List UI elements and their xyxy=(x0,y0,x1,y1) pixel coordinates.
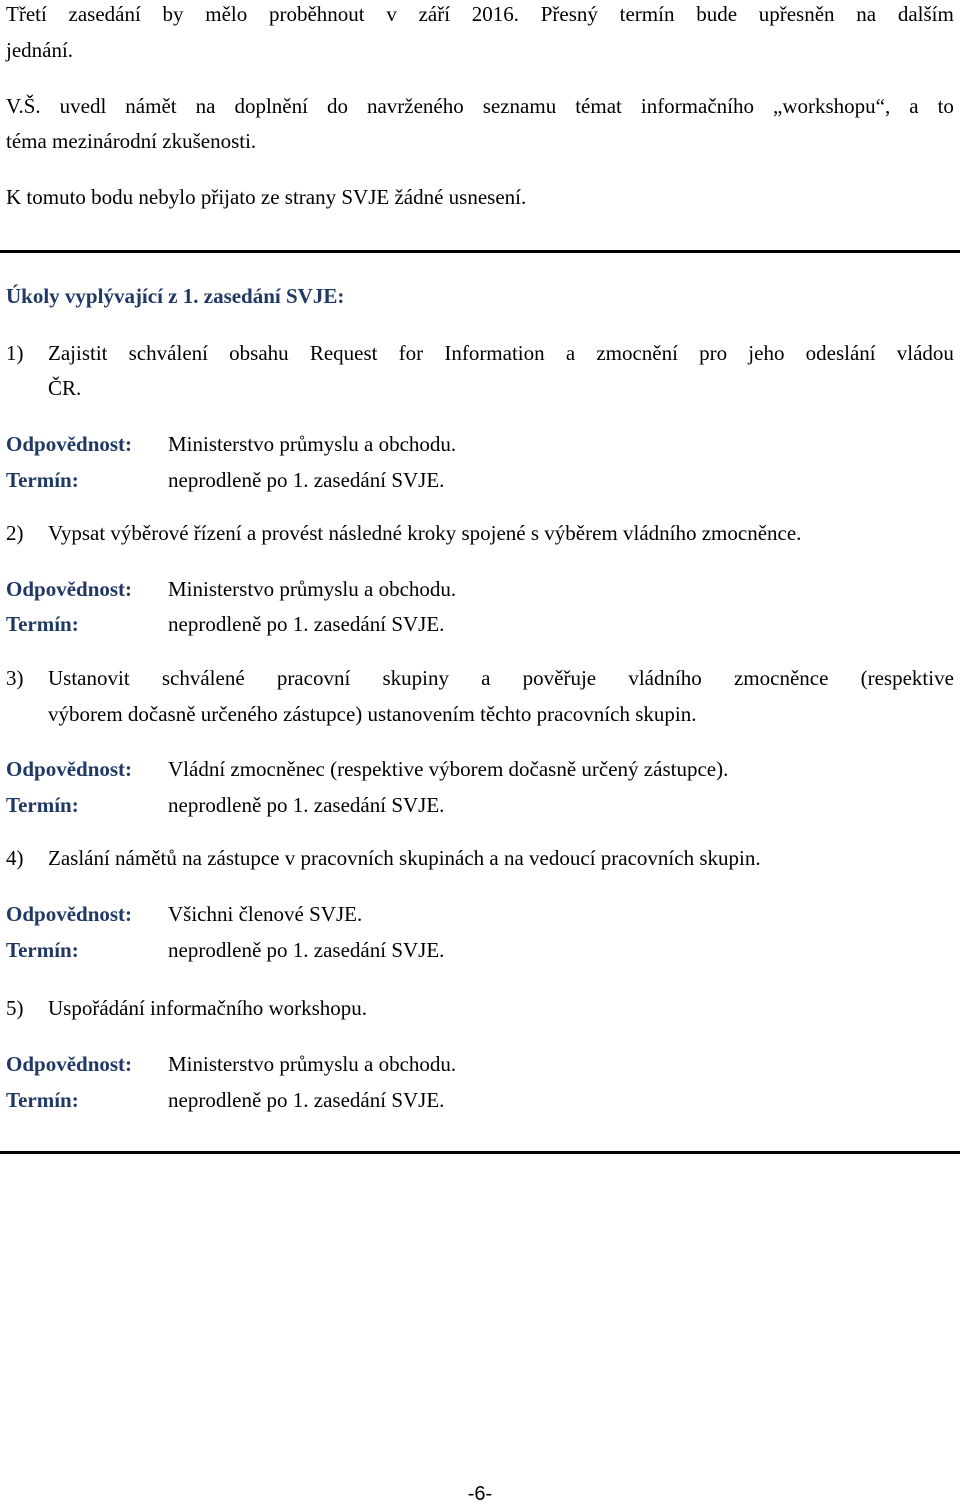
intro-paragraph-2-word: V.Š. xyxy=(6,94,41,118)
task-1-word: zmocnění xyxy=(596,341,678,365)
intro-paragraph-1-word: 2016. xyxy=(471,2,520,26)
top-divider xyxy=(0,250,960,253)
task-1-word: odeslání xyxy=(805,341,876,365)
intro-paragraph-1-word: Přesný xyxy=(540,2,598,26)
task-3-number: 3) xyxy=(6,666,24,690)
task-2-deadline: neprodleně po 1. zasedání SVJE. xyxy=(168,612,445,636)
task-3-word: vládního xyxy=(628,666,702,690)
task-1-text-line-1 xyxy=(48,341,954,366)
task-1-word: a xyxy=(565,341,576,365)
intro-paragraph-2-word: námět xyxy=(125,94,177,118)
intro-paragraph-1-word: bude xyxy=(696,2,738,26)
task-1-word: Information xyxy=(444,341,545,365)
intro-paragraph-2-word: doplnění xyxy=(234,94,308,118)
intro-paragraph-2-word: na xyxy=(195,94,216,118)
task-1-word: pro xyxy=(699,341,728,365)
task-1-text-line-2: ČR. xyxy=(48,376,82,400)
intro-paragraph-1-word: proběhnout xyxy=(268,2,365,26)
task-3-word: zmocněnce xyxy=(733,666,829,690)
task-1-word: Request xyxy=(309,341,378,365)
task-1-word: schválení xyxy=(128,341,208,365)
task-3-deadline-label: Termín: xyxy=(6,793,79,817)
task-2-responsibility-label: Odpovědnost: xyxy=(6,577,133,601)
intro-paragraph-1-word: dalším xyxy=(897,2,954,26)
intro-paragraph-2-word: a xyxy=(909,94,919,118)
intro-paragraph-1-word: zasedání xyxy=(68,2,141,26)
task-3-responsibility: Vládní zmocněnec (respektive výborem dočasně určený zástupce). xyxy=(168,757,729,781)
task-1-responsibility: Ministerstvo průmyslu a obchodu. xyxy=(168,432,457,456)
task-2-deadline-label: Termín: xyxy=(6,612,79,636)
task-2-responsibility: Ministerstvo průmyslu a obchodu. xyxy=(168,577,457,601)
task-1-responsibility-label: Odpovědnost: xyxy=(6,432,133,456)
intro-paragraph-1-word: upřesněn xyxy=(758,2,835,26)
task-5-responsibility-label: Odpovědnost: xyxy=(6,1052,133,1076)
task-4-responsibility-label: Odpovědnost: xyxy=(6,902,133,926)
task-1-deadline: neprodleně po 1. zasedání SVJE. xyxy=(168,468,445,492)
intro-paragraph-2-word: uvedl xyxy=(59,94,107,118)
intro-paragraph-1-word: v xyxy=(386,2,397,26)
task-1-word: Zajistit xyxy=(48,341,108,365)
task-3-word: pověřuje xyxy=(522,666,597,690)
task-3-word: skupiny xyxy=(382,666,449,690)
task-1-deadline-label: Termín: xyxy=(6,468,79,492)
task-3-word: Ustanovit xyxy=(48,666,130,690)
task-3-responsibility-label: Odpovědnost: xyxy=(6,757,133,781)
intro-paragraph-1-word: by xyxy=(162,2,184,26)
task-5-responsibility: Ministerstvo průmyslu a obchodu. xyxy=(168,1052,457,1076)
tasks-heading: Úkoly vyplývající z 1. zasedání SVJE: xyxy=(6,284,345,308)
intro-paragraph-2-word: do xyxy=(326,94,348,118)
intro-paragraph-1-word: září xyxy=(418,2,451,26)
intro-paragraph-1-line-2: jednání. xyxy=(6,38,74,62)
task-2-number: 2) xyxy=(6,521,24,545)
intro-paragraph-2-word: navrženého xyxy=(366,94,464,118)
task-3-word: schválené xyxy=(161,666,245,690)
intro-paragraph-1-word: na xyxy=(856,2,877,26)
task-4-responsibility: Všichni členové SVJE. xyxy=(168,902,363,926)
intro-paragraph-1-word: termín xyxy=(619,2,675,26)
intro-paragraph-1-word: Třetí xyxy=(6,2,47,26)
intro-paragraph-2-word: témat xyxy=(575,94,622,118)
task-5-text-line-1: Uspořádání informačního workshopu. xyxy=(48,996,368,1020)
intro-paragraph-2-word: to xyxy=(937,94,954,118)
task-3-deadline: neprodleně po 1. zasedání SVJE. xyxy=(168,793,445,817)
task-4-deadline-label: Termín: xyxy=(6,938,79,962)
task-5-deadline-label: Termín: xyxy=(6,1088,79,1112)
task-4-number: 4) xyxy=(6,846,24,870)
intro-paragraph-1-word: mělo xyxy=(205,2,248,26)
intro-paragraph-2-line-2: téma mezinárodní zkušenosti. xyxy=(6,129,257,153)
task-3-word: pracovní xyxy=(276,666,351,690)
bottom-divider xyxy=(0,1151,960,1154)
task-1-number: 1) xyxy=(6,341,24,365)
task-4-deadline: neprodleně po 1. zasedání SVJE. xyxy=(168,938,445,962)
page-number: -6- xyxy=(467,1483,493,1505)
task-1-word: jeho xyxy=(748,341,785,365)
intro-paragraph-2-word: informačního xyxy=(640,94,754,118)
task-1-word: for xyxy=(398,341,424,365)
task-1-word: vládou xyxy=(896,341,954,365)
task-5-deadline: neprodleně po 1. zasedání SVJE. xyxy=(168,1088,445,1112)
task-3-word: (respektive xyxy=(860,666,954,690)
intro-paragraph-3: K tomuto bodu nebylo přijato ze strany SVJE žádné usnesení. xyxy=(6,185,527,209)
intro-paragraph-2-word: seznamu xyxy=(482,94,557,118)
task-1-word: obsahu xyxy=(229,341,289,365)
intro-paragraph-2-line-1 xyxy=(6,94,954,119)
task-5-number: 5) xyxy=(6,996,24,1020)
intro-paragraph-1-line-1 xyxy=(6,2,954,27)
task-3-text-line-2: výborem dočasně určeného zástupce) ustanovením těchto pracovních skupin. xyxy=(48,702,697,726)
intro-paragraph-2-word: „workshopu“, xyxy=(773,94,891,118)
task-4-text-line-1: Zaslání námětů na zástupce v pracovních skupinách a na vedoucí pracovních skupin. xyxy=(48,846,761,870)
task-2-text-line-1: Vypsat výběrové řízení a provést následné kroky spojené s výběrem vládního zmocněnce. xyxy=(48,521,802,545)
task-3-word: a xyxy=(481,666,491,690)
task-3-text-line-1 xyxy=(48,666,954,691)
